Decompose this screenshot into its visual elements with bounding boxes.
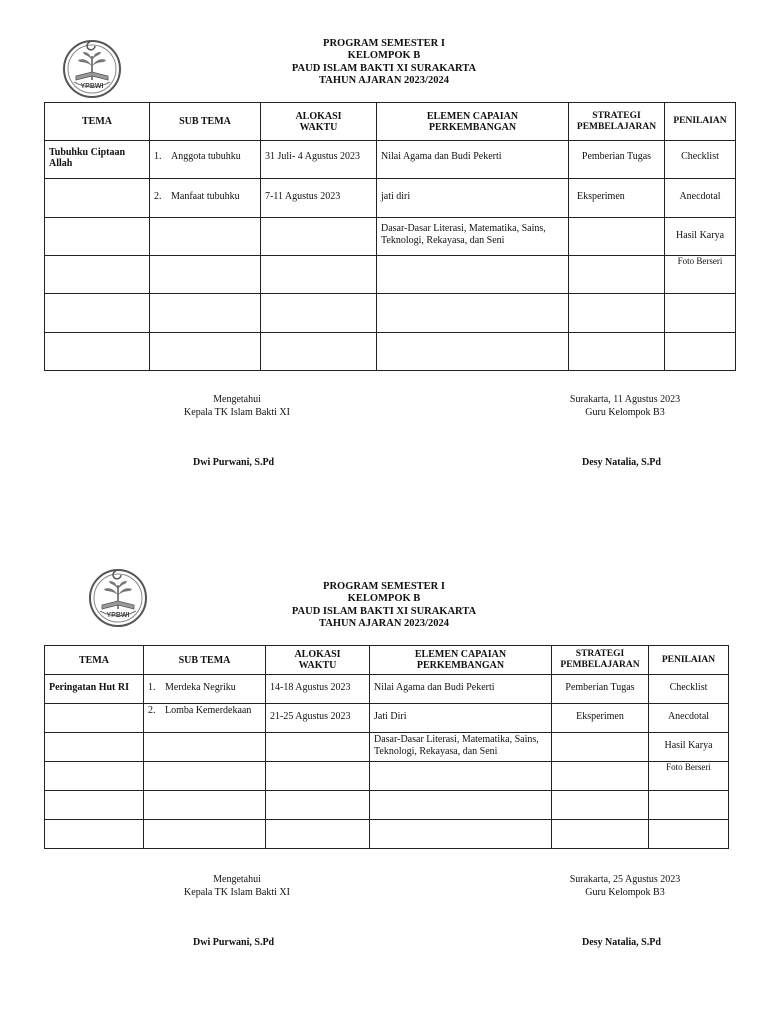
cell-tema (45, 704, 144, 733)
cell-waktu: 14-18 Agustus 2023 (266, 675, 370, 704)
cell-strategi (569, 294, 665, 333)
header-tema: TEMA (45, 103, 150, 141)
cell-elemen: Dasar-Dasar Literasi, Matematika, Sains, Teknologi, Rekayasa, dan Seni (377, 218, 569, 256)
table-row (45, 179, 736, 218)
header-strategi: STRATEGI PEMBELAJARAN (552, 646, 649, 675)
cell-tema (45, 333, 150, 371)
cell-elemen: jati diri (377, 179, 569, 218)
cell-penilaian: Checklist (649, 675, 729, 704)
table-row (45, 820, 729, 849)
cell-sub-tema (144, 791, 266, 820)
cell-sub-tema (144, 762, 266, 791)
cell-sub-tema (144, 675, 266, 704)
header-penilaian: PENILAIAN (649, 646, 729, 675)
sub-tema-label: Lomba Kemerdekaan (165, 705, 252, 716)
cell-tema (45, 218, 150, 256)
right-sign-line-2: Guru Kelompok B3 (585, 887, 665, 898)
cell-strategi: Pemberian Tugas (569, 141, 665, 179)
cell-waktu: 31 Juli- 4 Agustus 2023 (261, 141, 377, 179)
sub-tema-number: 1. (148, 682, 156, 693)
cell-tema (45, 733, 144, 762)
table-row (45, 704, 729, 733)
cell-tema (45, 256, 150, 294)
cell-waktu (261, 256, 377, 294)
header-penilaian: PENILAIAN (665, 103, 736, 141)
program-table (44, 102, 736, 371)
program-table (44, 645, 729, 849)
cell-penilaian: Checklist (665, 141, 736, 179)
cell-tema (45, 791, 144, 820)
cell-waktu: 21-25 Agustus 2023 (266, 704, 370, 733)
cell-sub-tema (150, 218, 261, 256)
cell-waktu (266, 791, 370, 820)
cell-sub-tema (150, 333, 261, 371)
sub-tema-number: 2. (154, 191, 162, 202)
cell-strategi (552, 733, 649, 762)
cell-tema: Peringatan Hut RI (45, 675, 144, 704)
cell-strategi (569, 256, 665, 294)
cell-waktu (266, 762, 370, 791)
cell-sub-tema (144, 704, 266, 733)
cell-waktu (261, 333, 377, 371)
cell-tema (45, 294, 150, 333)
cell-sub-tema (144, 733, 266, 762)
cell-tema (45, 179, 150, 218)
cell-waktu: 7-11 Agustus 2023 (261, 179, 377, 218)
right-signature-block (550, 393, 700, 419)
header-alokasi-waktu: ALOKASI WAKTU (261, 103, 377, 141)
document-heading (0, 581, 768, 630)
table-row (45, 333, 736, 371)
header-sub-tema: SUB TEMA (144, 646, 266, 675)
left-sign-line-2: Kepala TK Islam Bakti XI (184, 407, 290, 418)
cell-penilaian (649, 791, 729, 820)
cell-sub-tema (150, 141, 261, 179)
cell-strategi: Eksperimen (569, 179, 665, 218)
sub-tema-label: Merdeka Negriku (165, 682, 236, 693)
cell-penilaian: Anecdotal (649, 704, 729, 733)
cell-elemen: Dasar-Dasar Literasi, Matematika, Sains, Teknologi, Rekayasa, dan Seni (370, 733, 552, 762)
cell-penilaian: Foto Berseri (649, 762, 729, 791)
cell-penilaian: Hasil Karya (665, 218, 736, 256)
cell-sub-tema (150, 179, 261, 218)
left-sign-line-2: Kepala TK Islam Bakti XI (184, 887, 290, 898)
sub-tema-number: 1. (154, 151, 162, 162)
cell-penilaian: Hasil Karya (649, 733, 729, 762)
left-sign-line-1: Mengetahui (213, 874, 261, 885)
table-row (45, 675, 729, 704)
cell-penilaian (649, 820, 729, 849)
header-alokasi-waktu: ALOKASI WAKTU (266, 646, 370, 675)
heading-line-2: KELOMPOK B (347, 50, 421, 62)
cell-penilaian (665, 294, 736, 333)
header-strategi: STRATEGI PEMBELAJARAN (569, 103, 665, 141)
svg-text:YPBWI: YPBWI (106, 612, 130, 619)
right-sign-line-1: Surakarta, 25 Agustus 2023 (569, 874, 681, 885)
cell-elemen (377, 333, 569, 371)
left-sign-line-1: Mengetahui (213, 394, 261, 405)
header-elemen-capaian: ELEMEN CAPAIAN PERKEMBANGAN (377, 103, 569, 141)
heading-line-1: PROGRAM SEMESTER I (323, 581, 445, 592)
cell-sub-tema (150, 256, 261, 294)
cell-strategi (569, 333, 665, 371)
cell-strategi (552, 791, 649, 820)
cell-strategi: Eksperimen (552, 704, 649, 733)
cell-penilaian: Anecdotal (665, 179, 736, 218)
cell-strategi (552, 762, 649, 791)
cell-strategi (552, 820, 649, 849)
cell-tema (45, 820, 144, 849)
cell-elemen (370, 762, 552, 791)
header-tema: TEMA (45, 646, 144, 675)
cell-elemen: Nilai Agama dan Budi Pekerti (370, 675, 552, 704)
table-row (45, 294, 736, 333)
cell-elemen (377, 294, 569, 333)
table-header-row (45, 103, 736, 141)
cell-elemen (370, 820, 552, 849)
header-sub-tema: SUB TEMA (150, 103, 261, 141)
heading-line-3: PAUD ISLAM BAKTI XI SURAKARTA (291, 605, 477, 617)
right-signatory-name: Desy Natalia, S.Pd (582, 457, 661, 468)
svg-text:YPBWI: YPBWI (80, 83, 104, 90)
cell-elemen (370, 791, 552, 820)
table-header-row (45, 646, 729, 675)
cell-strategi (569, 218, 665, 256)
table-row (45, 256, 736, 294)
table-row (45, 218, 736, 256)
cell-elemen: Nilai Agama dan Budi Pekerti (377, 141, 569, 179)
left-signature-block (162, 393, 312, 419)
table-row (45, 762, 729, 791)
left-signatory-name: Dwi Purwani, S.Pd (193, 937, 275, 948)
sub-tema-number: 2. (148, 705, 156, 716)
cell-sub-tema (144, 820, 266, 849)
right-signature-block (550, 873, 700, 899)
left-signatory-name: Dwi Purwani, S.Pd (193, 457, 275, 468)
cell-penilaian: Foto Berseri (665, 256, 736, 294)
right-sign-line-2: Guru Kelompok B3 (585, 407, 665, 418)
cell-tema: Tubuhku Ciptaan Allah (45, 141, 150, 179)
heading-line-2: KELOMPOK B (347, 593, 421, 605)
sub-tema-label: Manfaat tubuhku (171, 191, 240, 202)
heading-line-3: PAUD ISLAM BAKTI XI SURAKARTA (291, 62, 477, 74)
cell-waktu (261, 294, 377, 333)
table-row (45, 791, 729, 820)
cell-strategi: Pemberian Tugas (552, 675, 649, 704)
cell-sub-tema (150, 294, 261, 333)
heading-line-4: TAHUN AJARAN 2023/2024 (319, 74, 449, 86)
right-sign-line-1: Surakarta, 11 Agustus 2023 (569, 394, 681, 405)
heading-line-1: PROGRAM SEMESTER I (323, 38, 445, 49)
sub-tema-label: Anggota tubuhku (171, 151, 241, 162)
right-signatory-name: Desy Natalia, S.Pd (582, 937, 661, 948)
left-signature-block (162, 873, 312, 899)
header-elemen-capaian: ELEMEN CAPAIAN PERKEMBANGAN (370, 646, 552, 675)
cell-waktu (266, 820, 370, 849)
heading-line-4: TAHUN AJARAN 2023/2024 (319, 617, 449, 629)
cell-waktu (261, 218, 377, 256)
cell-waktu (266, 733, 370, 762)
cell-penilaian (665, 333, 736, 371)
table-row (45, 733, 729, 762)
cell-elemen: Jati Diri (370, 704, 552, 733)
cell-tema (45, 762, 144, 791)
document-heading (0, 38, 768, 87)
cell-elemen (377, 256, 569, 294)
table-row (45, 141, 736, 179)
